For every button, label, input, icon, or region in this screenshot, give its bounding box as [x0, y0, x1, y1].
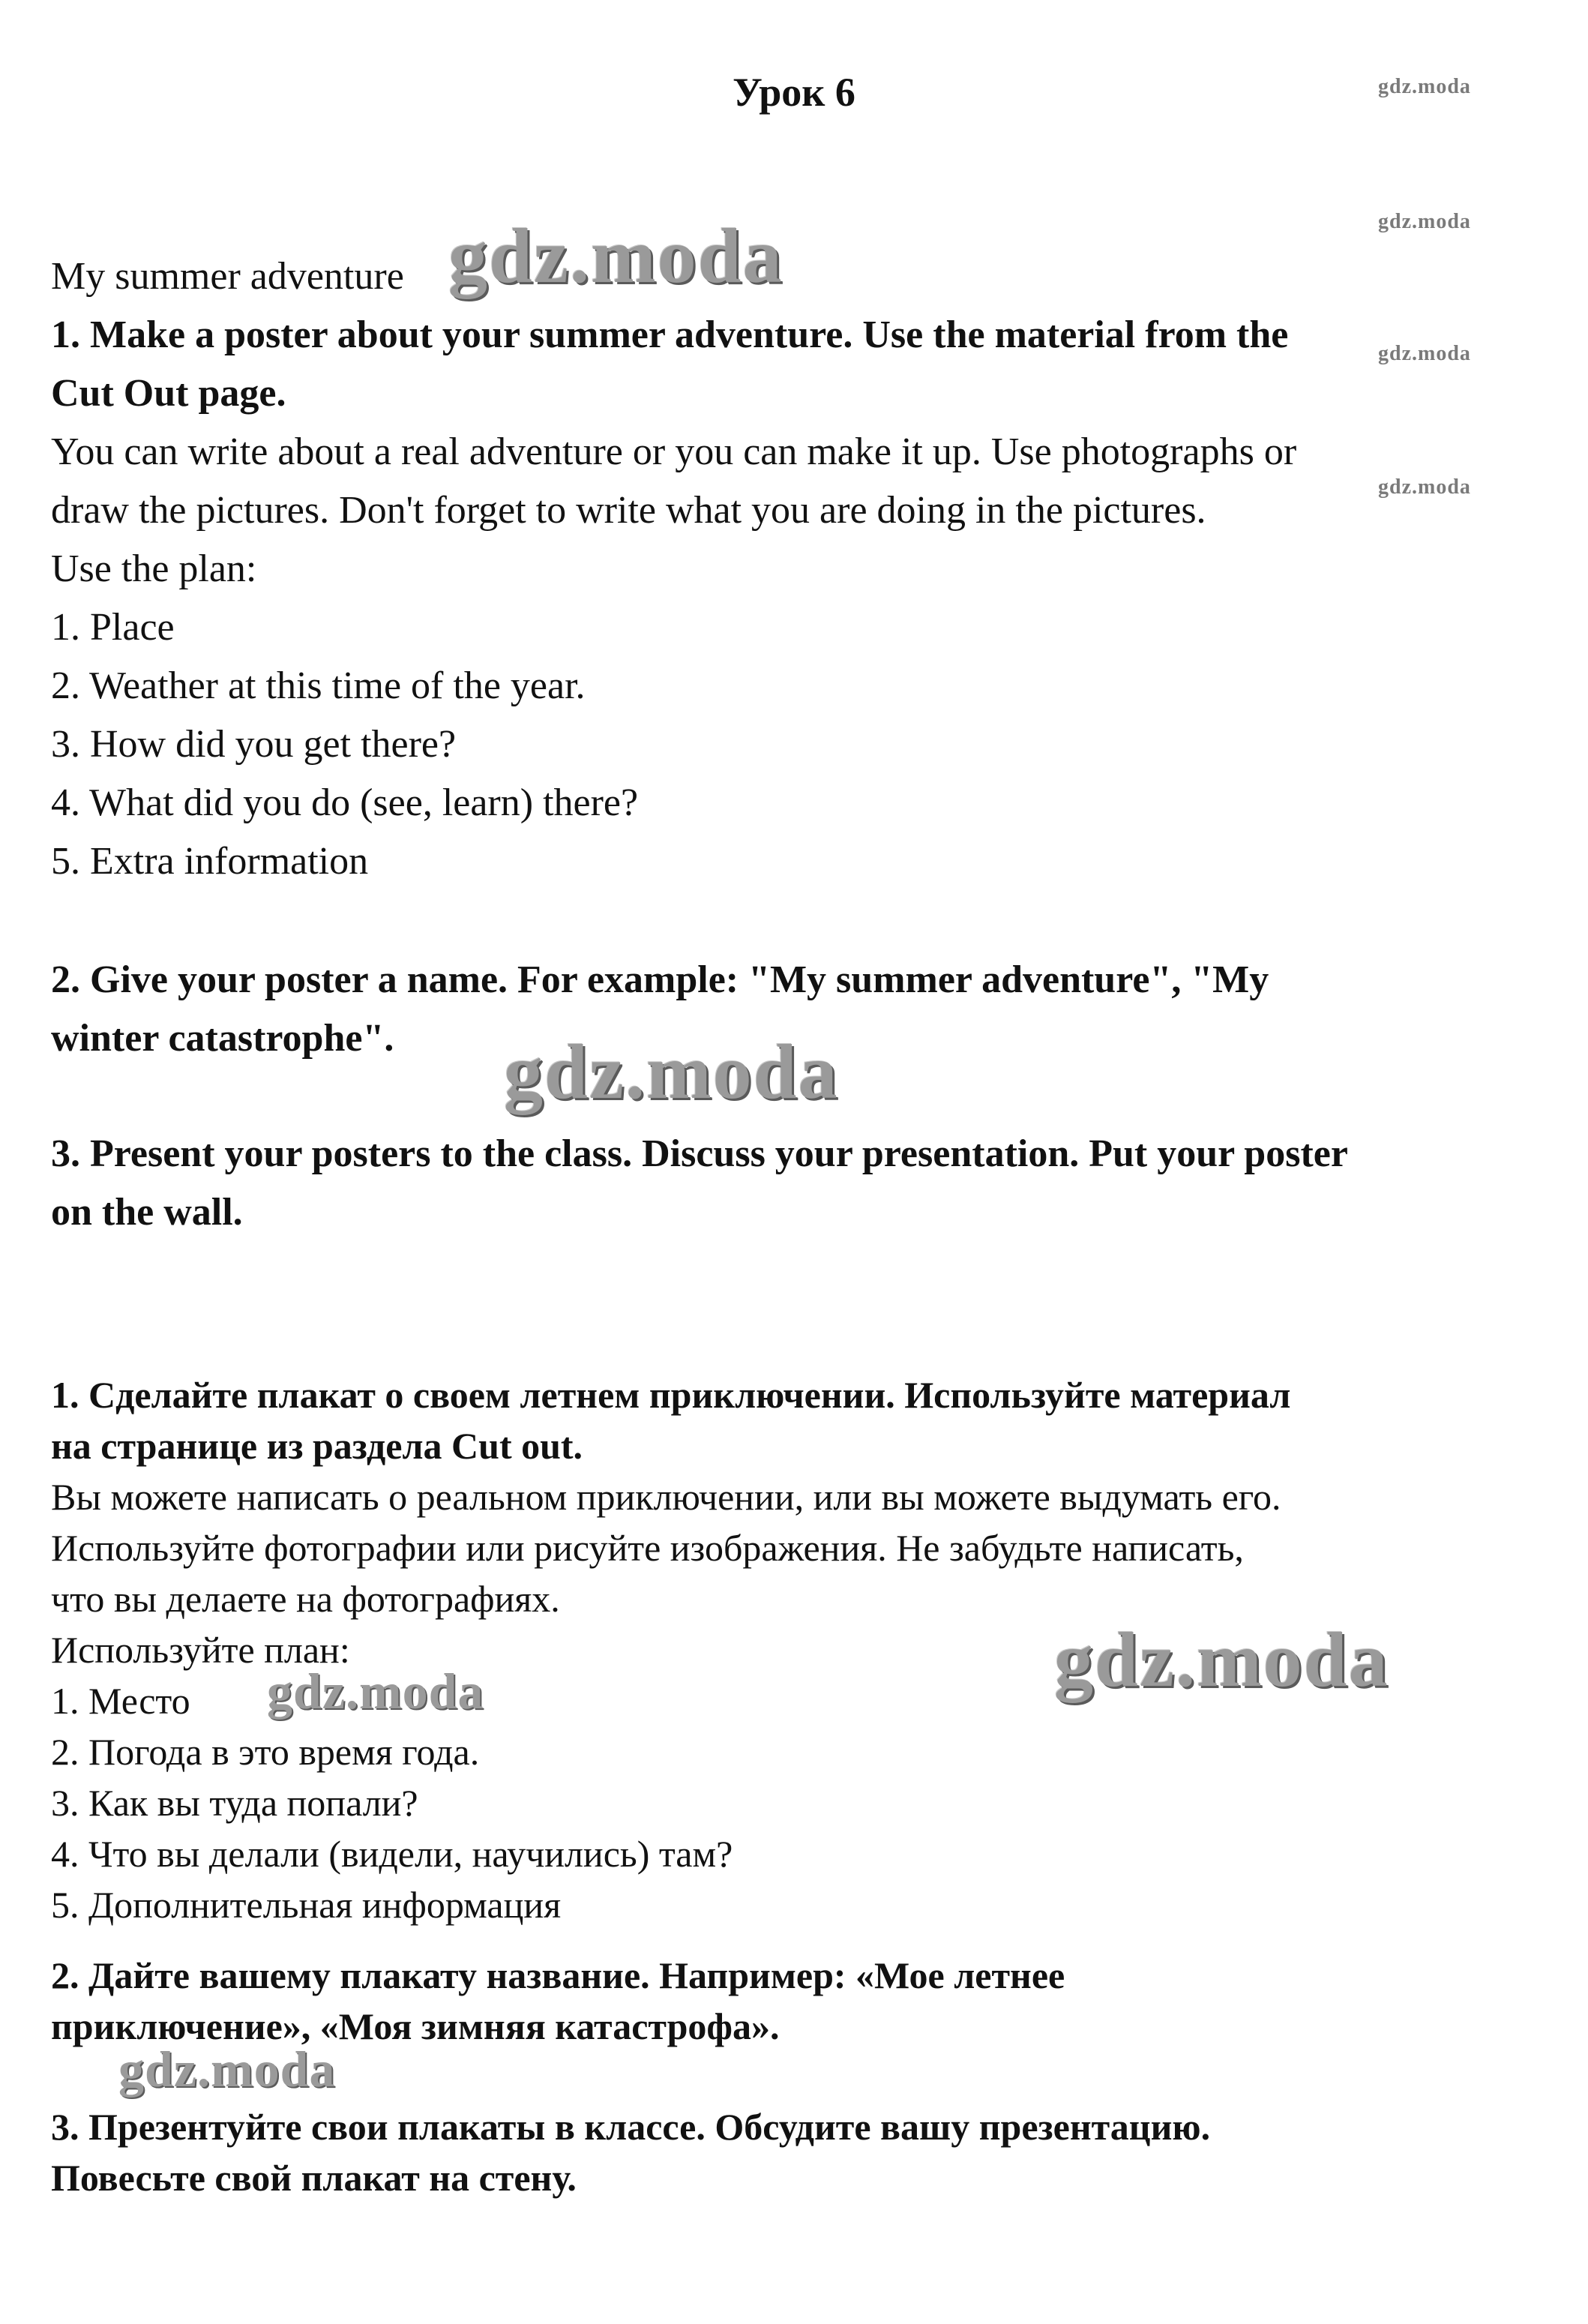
ru-task1-heading: на странице из раздела Cut out.	[51, 1425, 583, 1467]
watermark-small: gdz.moda	[1378, 342, 1471, 365]
ru-plan-item: 5. Дополнительная информация	[51, 1884, 562, 1926]
plan-item: 2. Weather at this time of the year.	[51, 664, 586, 707]
plan-intro: Use the plan:	[51, 547, 257, 590]
plan-item: 4. What did you do (see, learn) there?	[51, 781, 639, 824]
ru-plan-intro: Используйте план:	[51, 1629, 350, 1671]
subtitle: My summer adventure	[51, 255, 404, 298]
task2: winter catastrophe".	[51, 1017, 394, 1060]
ru-task2: 2. Дайте вашему плакату название. Например: «Мое летнее	[51, 1954, 1065, 1996]
ru-plan-item: 2. Погода в это время года.	[51, 1731, 480, 1773]
ru-task2: приключение», «Моя зимняя катастрофа».	[51, 2005, 780, 2047]
task1-text: You can write about a real adventure or you can make it up. Use photographs or	[51, 430, 1297, 473]
task1-heading: Cut Out page.	[51, 372, 286, 415]
ru-task1-heading: 1. Сделайте плакат о своем летнем приключении. Используйте материал	[51, 1374, 1291, 1416]
ru-plan-item: 4. Что вы делали (видели, научились) там?	[51, 1833, 733, 1875]
ru-plan-item: 3. Как вы туда попали?	[51, 1782, 418, 1824]
watermark-medium: gdz.moda	[267, 1663, 484, 1720]
ru-task3: Повесьте свой плакат на стену.	[51, 2157, 577, 2199]
ru-task1-text: Вы можете написать о реальном приключении, или вы можете выдумать его.	[51, 1476, 1281, 1518]
ru-task1-text: что вы делаете на фотографиях.	[51, 1578, 560, 1620]
watermark-medium: gdz.moda	[118, 2041, 336, 2098]
plan-item: 1. Place	[51, 606, 175, 649]
watermark-small: gdz.moda	[1378, 475, 1471, 499]
watermark-large: gdz.moda	[448, 213, 784, 299]
ru-task1-text: Используйте фотографии или рисуйте изображения. Не забудьте написать,	[51, 1527, 1244, 1569]
watermark-large: gdz.moda	[504, 1029, 839, 1115]
task3: 3. Present your posters to the class. Discuss your presentation. Put your poster	[51, 1132, 1348, 1175]
plan-item: 5. Extra information	[51, 840, 369, 883]
task1-heading: 1. Make a poster about your summer adventure. Use the material from the	[51, 313, 1289, 356]
ru-task3: 3. Презентуйте свои плакаты в классе. Обсудите вашу презентацию.	[51, 2106, 1211, 2148]
task1-text: draw the pictures. Don't forget to write what you are doing in the pictures.	[51, 489, 1206, 532]
watermark-large: gdz.moda	[1054, 1617, 1389, 1703]
lesson-title: Урок 6	[733, 70, 855, 115]
task3: on the wall.	[51, 1191, 243, 1234]
ru-plan-item: 1. Место	[51, 1680, 190, 1722]
watermark-small: gdz.moda	[1378, 210, 1471, 233]
watermark-small: gdz.moda	[1378, 75, 1471, 98]
plan-item: 3. How did you get there?	[51, 723, 457, 766]
task2: 2. Give your poster a name. For example: "My summer adventure", "My	[51, 958, 1269, 1001]
